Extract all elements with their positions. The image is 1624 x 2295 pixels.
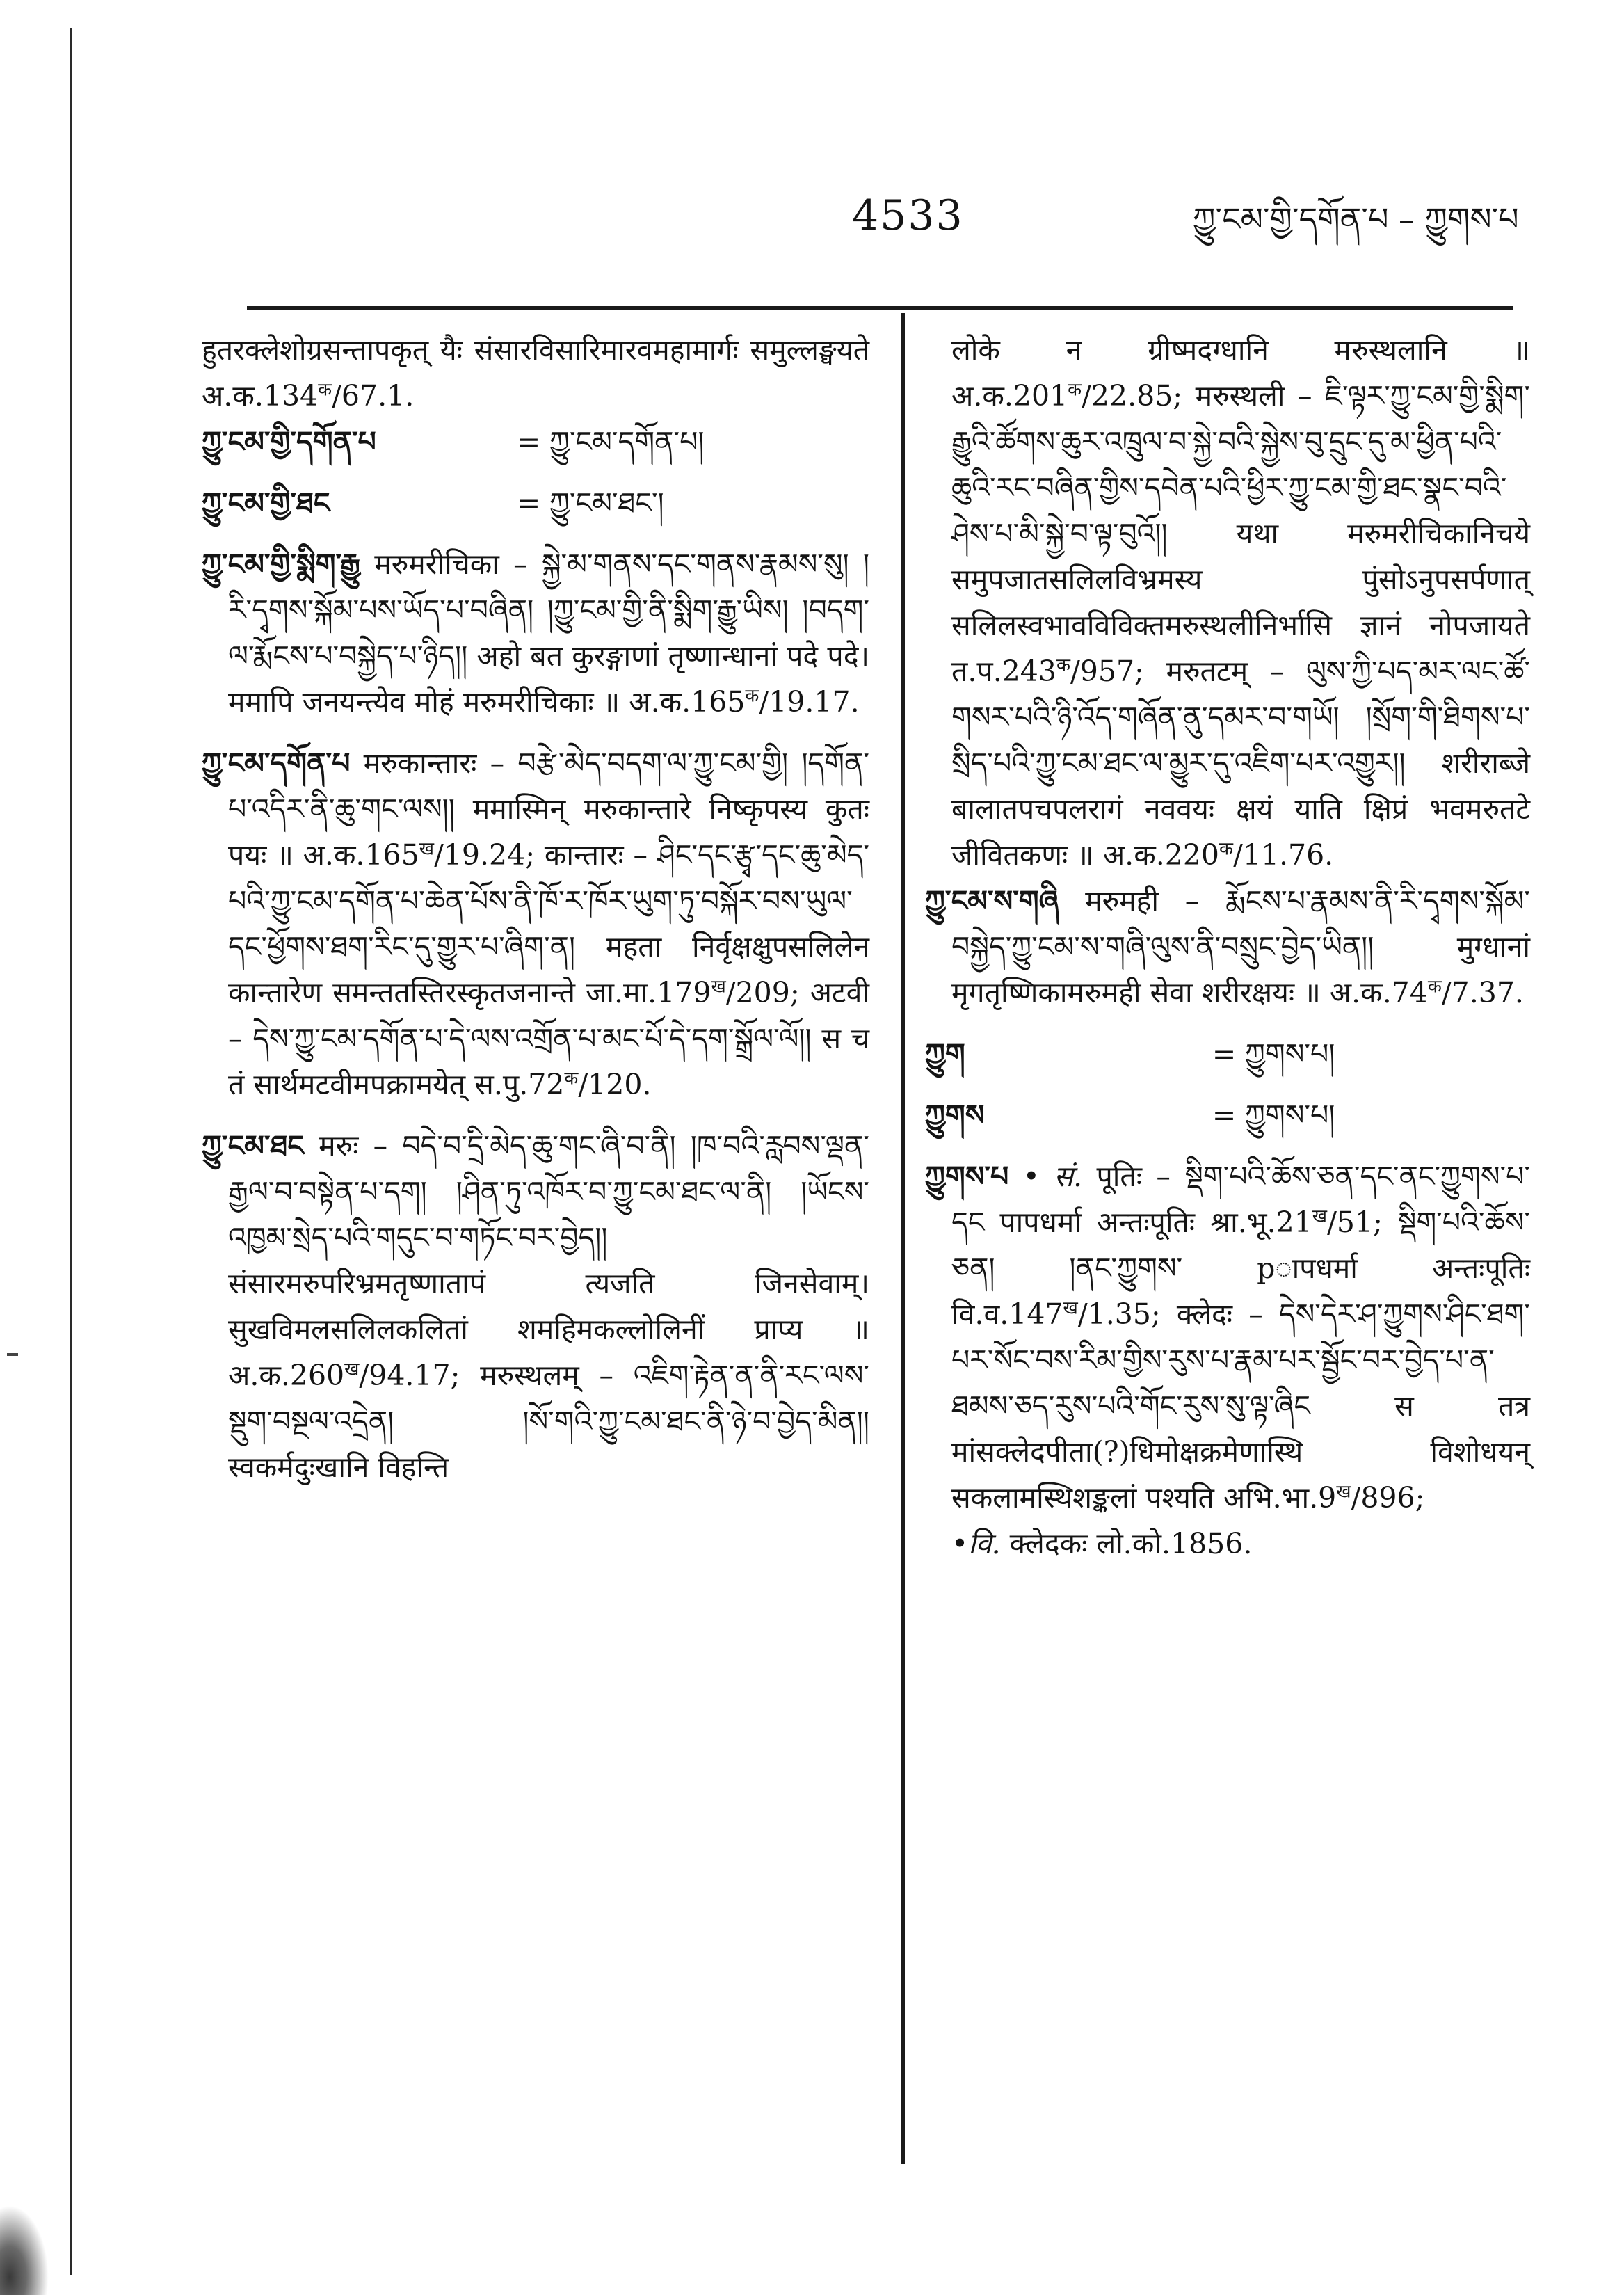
entry-body: /7.37. xyxy=(1441,976,1524,1009)
xref-target: ཀྱུ་ངམ་ཐང་། xyxy=(549,486,664,520)
grammar-marker: • सं. xyxy=(1008,1160,1083,1193)
entry-headword: ཀྱུ་ངམ་ཐང xyxy=(202,1129,304,1162)
folio-side: ख xyxy=(344,1359,360,1380)
cross-reference xyxy=(202,480,869,526)
cross-reference xyxy=(925,1031,1530,1077)
xref-equals: = xyxy=(516,425,541,458)
folio-side: क xyxy=(1219,838,1233,860)
dictionary-entry xyxy=(202,1123,869,1490)
running-head: ཀྱུ་ངམ་གྱི་དགོན་པ – ཀྱུགས་པ xyxy=(1193,200,1519,238)
entry-body: मरुमही – རྨོངས་པ་རྣམས་ནི་རི་དྭགས་སྐོམ་བསྐྱེད་ཀྱུ་ངམ་ས་གཞི་ལུས་ནི་བསྲུང་བྱེད་ཡིན།། मुग्धानां मृगतृष्णिकामरुमही सेवा शरीरक्षयः ॥ अ.क.74 xyxy=(951,884,1530,1009)
dictionary-entry xyxy=(202,740,869,1107)
cross-reference xyxy=(202,419,869,465)
continuation-text-part: लोके न ग्रीष्मदग्धानि मरुस्थलानि ॥ अ.क.201 xyxy=(951,333,1530,413)
dictionary-entry xyxy=(925,1153,1530,1567)
entry-headword: ཀྱུ་ངམ་ས་གཞི xyxy=(925,884,1059,918)
folio-side: क xyxy=(1056,655,1070,676)
dictionary-entry xyxy=(925,878,1530,1016)
xref-target: ཀྱུ་ངམ་དགོན་པ། xyxy=(549,425,705,458)
margin-mark xyxy=(7,1353,18,1356)
entry-body: पूतिः – སྡིག་པའི་ཆོས་ཅན་དང་ནང་ཀྱུགས་པ་དང पापधर्मा अन्तःपूतिः श्रा.भू.21 xyxy=(951,1160,1530,1239)
entry-body: /1.35; क्लेदः – དེས་དེར་ཤ་ཀྱུགས་ཤིང་ཐག་པར་སོང་བས་རིམ་གྱིས་རུས་པ་རྣམ་པར་སྦྱོང་བར་བྱེད་པ་ན་ཐམས་ཅད་རུས་པའི་གོང་རུས་སུ་ལྟ་ཞིང स तत्र मांसक्लेदपीता(?)धिमोक्षक्रमेणास्थि विशोधयन् सकलामस्थिशङ्कलां पश्यति अभि.भा.9 xyxy=(951,1297,1530,1514)
continuation-text-part: /67.1. xyxy=(332,379,415,413)
continuation-text-part: /957; मरुतटम् – ལུས་ཀྱི་པད་མར་ལང་ཚོ་གསར་པའི་ཉི་འོད་གཞོན་ནུ་དམར་བ་གཡོ། །སྲོག་གི་ཐིགས་པ་སྲིད་པའི་ཀྱུ་ངམ་ཐང་ལ་མྱུར་དུ་འཇིག་པར་འགྱུར།། शरीराब्जे बालातपचपलरागं नववयः क्षयं याति क्षिप्रं भवमरुतटे जीवितकणः ॥ अ.क.220 xyxy=(951,655,1530,872)
cross-reference xyxy=(925,1092,1530,1138)
xref-lemma: ཀྱུ་ངམ་གྱི་ཐང xyxy=(202,486,330,520)
column-divider xyxy=(901,313,905,2164)
continuation-text-part: हुतरक्लेशोग्रसन्तापकृत् यैः संसारविसारिमारवमहामार्गः समुल्लङ्घयते अ.क.134 xyxy=(202,333,869,413)
folio-side: ख xyxy=(1336,1481,1351,1503)
xref-target: ཀྱུགས་པ། xyxy=(1245,1037,1335,1071)
xref-target: ཀྱུགས་པ། xyxy=(1245,1098,1335,1132)
xref-equals: = xyxy=(1212,1098,1237,1132)
xref-lemma: ཀྱུགས xyxy=(925,1098,985,1132)
folio-side: क xyxy=(1068,379,1082,401)
xref-lemma: ཀྱུ་ངམ་གྱི་དགོན་པ xyxy=(202,425,376,458)
left-column xyxy=(202,327,869,1490)
entry-body: मरुः – བདེ་བ་དྲི་མེད་ཆུ་གང་ཞི་བ་ནི། །ཁ་བའི་རླབས་ལྡན་རྒྱལ་བ་བསྟེན་པ་དག། །ཤིན་ཏུ་འཁོར་བ་ཀྱུ་ངམ་ཐང་ལ་ནི། །ཡོངས་འཁྱམ་སྲེད་པའི་གདུང་བ་གཏོང་བར་བྱེད།། संसारमरुपरिभ्रमतृष्णातापं त्यजति जिनसेवाम्। सुखविमलसलिलकलितां शमहिमकल्लोलिनीं प्राप्य ॥ अ.क.260 xyxy=(228,1129,869,1392)
entry-body: /19.17. xyxy=(759,685,860,719)
entry-body: /896; xyxy=(1351,1481,1425,1514)
entry-body: क्लेदकः लो.को.1856. xyxy=(1000,1527,1253,1560)
xref-lemma: ཀྱུག xyxy=(925,1037,965,1071)
dictionary-entry xyxy=(202,541,869,725)
entry-body: /19.24; कान्तारः – ཤིང་དང་རྩྭ་དང་ཆུ་མེད་པའི་ཀྱུ་ངམ་དགོན་པ་ཆེན་པོས་ནི་ཁོ་ར་ཁོར་ཡུག་ཏུ་བསྐོར་བས་ཡུལ་དང་ཕྱོགས་ཐག་རིང་དུ་གྱུར་པ་ཞིག་ན། महता निर्वृक्षक्षुपसलिलेन कान्तारेण समन्ततस्तिरस्कृतजनान्ते जा.मा.179 xyxy=(228,838,870,1009)
scan-smudge xyxy=(0,2205,49,2295)
entry-headword: ཀྱུ་ངམ་གྱི་སྨིག་རྒྱུ xyxy=(202,547,360,581)
entry-body: मरुकान्तारः – བརྩེ་མེད་བདག་ལ་ཀྱུ་ངམ་གྱི། །དགོན་པ་འདིར་ནི་ཆུ་གང་ལས།། ममास्मिन् मरुकान्तारे निष्कृपस्य कुतः पयः ॥ अ.क.165 xyxy=(228,746,869,872)
entry-body: /94.17; मरुस्थलम् – འཇིག་རྟེན་ན་ནི་རང་ལས་སྡུག་བསྔལ་འདྲེན། །སོ་གའི་ཀྱུ་ངམ་ཐང་ནི་ཉེ་བ་བྱེད་མིན།། स्वकर्मदुःखानि विहन्ति xyxy=(228,1359,869,1484)
xref-equals: = xyxy=(516,486,541,520)
binding-margin-line xyxy=(70,28,72,2275)
folio-side: ख xyxy=(711,976,726,998)
entry-headword: ཀྱུ་ངམ་དགོན་པ xyxy=(202,746,351,780)
entry-headword: ཀྱུགས་པ xyxy=(925,1160,1009,1193)
continuation-text-part: /11.76. xyxy=(1232,838,1334,872)
folio-side: क xyxy=(318,379,332,401)
folio-side: ख xyxy=(419,838,435,860)
grammar-marker: •वि. xyxy=(951,1527,1001,1560)
continuation-text xyxy=(925,327,1530,878)
folio-side: क xyxy=(564,1068,579,1089)
entry-body: /209; अटवी – དེས་ཀྱུ་ངམ་དགོན་པ་དེ་ལས་འགྲོན་པ་མང་པོ་དེ་དག་སྒྲོལ་ལོ།། स च तं सार्थमटवीमपक्रामयेत् स.पु.72 xyxy=(228,976,869,1101)
folio-side: ख xyxy=(1312,1206,1328,1227)
folio-side: ख xyxy=(1063,1297,1078,1319)
entry-body: /120. xyxy=(578,1068,652,1101)
folio-side: क xyxy=(1427,976,1442,998)
continuation-text-part: /22.85; मरुस्थली – ཇི་ལྟར་ཀྱུ་ངམ་གྱི་སྨིག་རྒྱུའི་ཚོགས་ཆུར་འཁྲུལ་བ་སྐྱེ་བའི་སྐྱེས་བུ་དྲུང་དུ་མ་ཕྱིན་པའི་ཆུའི་རང་བཞིན་གྱིས་དབེན་པའི་ཕྱིར་ཀྱུ་ངམ་གྱི་ཐང་སྣང་བའི་ཤེས་པ་མི་སྐྱེ་བ་ལྟ་བུའོ།། यथा मरुमरीचिकानिचये समुपजातसलिलविभ्रमस्य पुंसोऽनुपसर्पणात् सलिलस्वभावविविक्तमरुस्थलीनिर्भासि ज्ञानं नोपजायते त.प.243 xyxy=(951,379,1530,688)
header-rule xyxy=(247,306,1513,310)
right-column xyxy=(925,327,1530,1567)
entry-body: मरुमरीचिका – སྐྱེ་མ་གནས་དང་གནས་རྣམས་སུ། །རི་དྭགས་སྐོམ་པས་ཡོད་པ་བཞིན། །ཀྱུ་ངམ་གྱི་ནི་སྨིག་རྒྱུ་ཡིས། །བདག་ལ་རྨོངས་པ་བསྐྱེད་པ་ཉིད།། अहो बत कुरङ्गाणां तृष्णान्धानां पदे पदे। ममापि जनयन्त्येव मोहं मरुमरीचिकाः ॥ अ.क.165 xyxy=(228,547,869,719)
entry-body: /51; སྡིག་པའི་ཆོས་ཅན། །ནང་ཀྱུགས་ pापधर्मा अन्तःपूतिः वि.व.147 xyxy=(951,1206,1530,1331)
folio-side: क xyxy=(745,685,759,707)
continuation-text xyxy=(202,327,869,419)
xref-equals: = xyxy=(1212,1037,1237,1071)
page-number: 4533 xyxy=(852,191,964,240)
